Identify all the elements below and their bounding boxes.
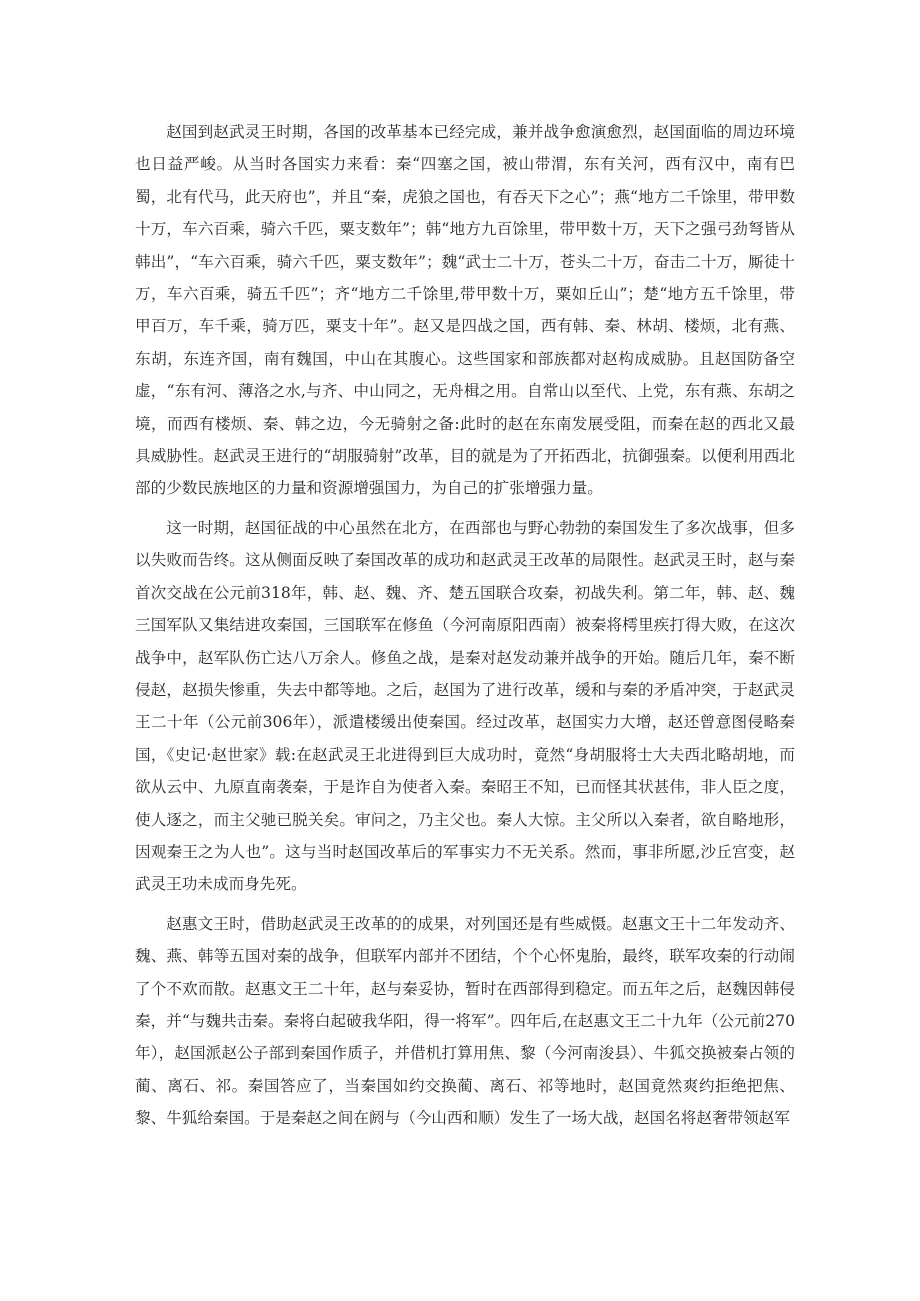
paragraph-2: 这一时期，赵国征战的中心虽然在北方，在西部也与野心勃勃的秦国发生了多次战事，但多以失败而告终。这从侧面反映了秦国改革的成功和赵武灵王改革的局限性。赵武灵王时，赵与秦首次交战在公元前318年，韩、赵、魏、齐、楚五国联合攻秦，初战失利。第二年，韩、赵、魏三国军队又集结进攻秦国，三国联军在修鱼（今河南原阳西南）被秦将樗里疾打得大败，在这次战争中，赵军队伤亡达八万余人。修鱼之战，是秦对赵发动兼并战争的开始。随后几年，秦不断侵赵，赵损失惨重，失去中都等地。之后，赵国为了进行改革，缓和与秦的矛盾冲突，于赵武灵王二十年（公元前306年），派遣楼缓出使秦国。经过改革，赵国实力大增，赵还曾意图侵略秦国，《史记·赵世家》载:在赵武灵王北进得到巨大成功时，竟然“身胡服将士大夫西北略胡地，而欲从云中、九原直南袭秦，于是诈自为使者入秦。秦昭王不知，已而怪其状甚伟，非人臣之度，使人逐之，而主父驰已脱关矣。审问之，乃主父也。秦人大惊。主父所以入秦者，欲自略地形，因观秦王之为人也”。这与当时赵国改革后的军事实力不无关系。然而，事非所愿,沙丘宫变，赵武灵王功未成而身先死。 <box>135 518 795 894</box>
document-body <box>135 116 795 1142</box>
paragraph-3: 赵惠文王时，借助赵武灵王改革的的成果，对列国还是有些威慑。赵惠文王十二年发动齐、魏、燕、韩等五国对秦的战争，但联军内部并不团结，个个心怀鬼胎，最终，联军攻秦的行动闹了个不欢而散。赵惠文王二十年，赵与秦妥协，暂时在西部得到稳定。而五年之后，赵魏因韩侵秦，并“与魏共击秦。秦将白起破我华阳，得一将军”。四年后,在赵惠文王二十九年（公元前270年），赵国派赵公子部到秦国作质子，并借机打算用焦、黎（今河南浚县）、牛狐交换被秦占领的蔺、离石、祁。秦国答应了，当秦国如约交换蔺、离石、祁等地时，赵国竟然爽约拒绝把焦、黎、牛狐给秦国。于是秦赵之间在阏与（今山西和顺）发生了一场大战，赵国名将赵奢带领赵军 <box>135 914 795 1128</box>
paragraph-1: 赵国到赵武灵王时期，各国的改革基本已经完成，兼并战争愈演愈烈，赵国面临的周边环境也日益严峻。从当时各国实力来看：秦“四塞之国，被山带渭，东有关河，西有汉中，南有巴蜀，北有代马，此天府也”，并且“秦，虎狼之国也，有吞天下之心”；燕“地方二千馀里，带甲数十万，车六百乘，骑六千匹，粟支数年”；韩“地方九百馀里，带甲数十万，天下之强弓劲弩皆从韩出”，“车六百乘，骑六千匹，粟支数年”；魏“武士二十万，苍头二十万，奋击二十万，厮徒十万，车六百乘，骑五千匹”；齐“地方二千馀里,带甲数十万，粟如丘山”；楚“地方五千馀里，带甲百万，车千乘，骑万匹，粟支十年”。赵又是四战之国，西有韩、秦、林胡、楼烦，北有燕、东胡，东连齐国，南有魏国，中山在其腹心。这些国家和部族都对赵构成威胁。且赵国防备空虚，“东有河、薄洛之水,与齐、中山同之，无舟楫之用。自常山以至代、上党，东有燕、东胡之境，而西有楼烦、秦、韩之边，今无骑射之备:此时的赵在东南发展受阻，而秦在赵的西北又最具威胁性。赵武灵王进行的“胡服骑射”改革，目的就是为了开拓西北，抗御强秦。以便利用西北部的少数民族地区的力量和资源增强国力，为自己的扩张增强力量。 <box>135 123 795 498</box>
